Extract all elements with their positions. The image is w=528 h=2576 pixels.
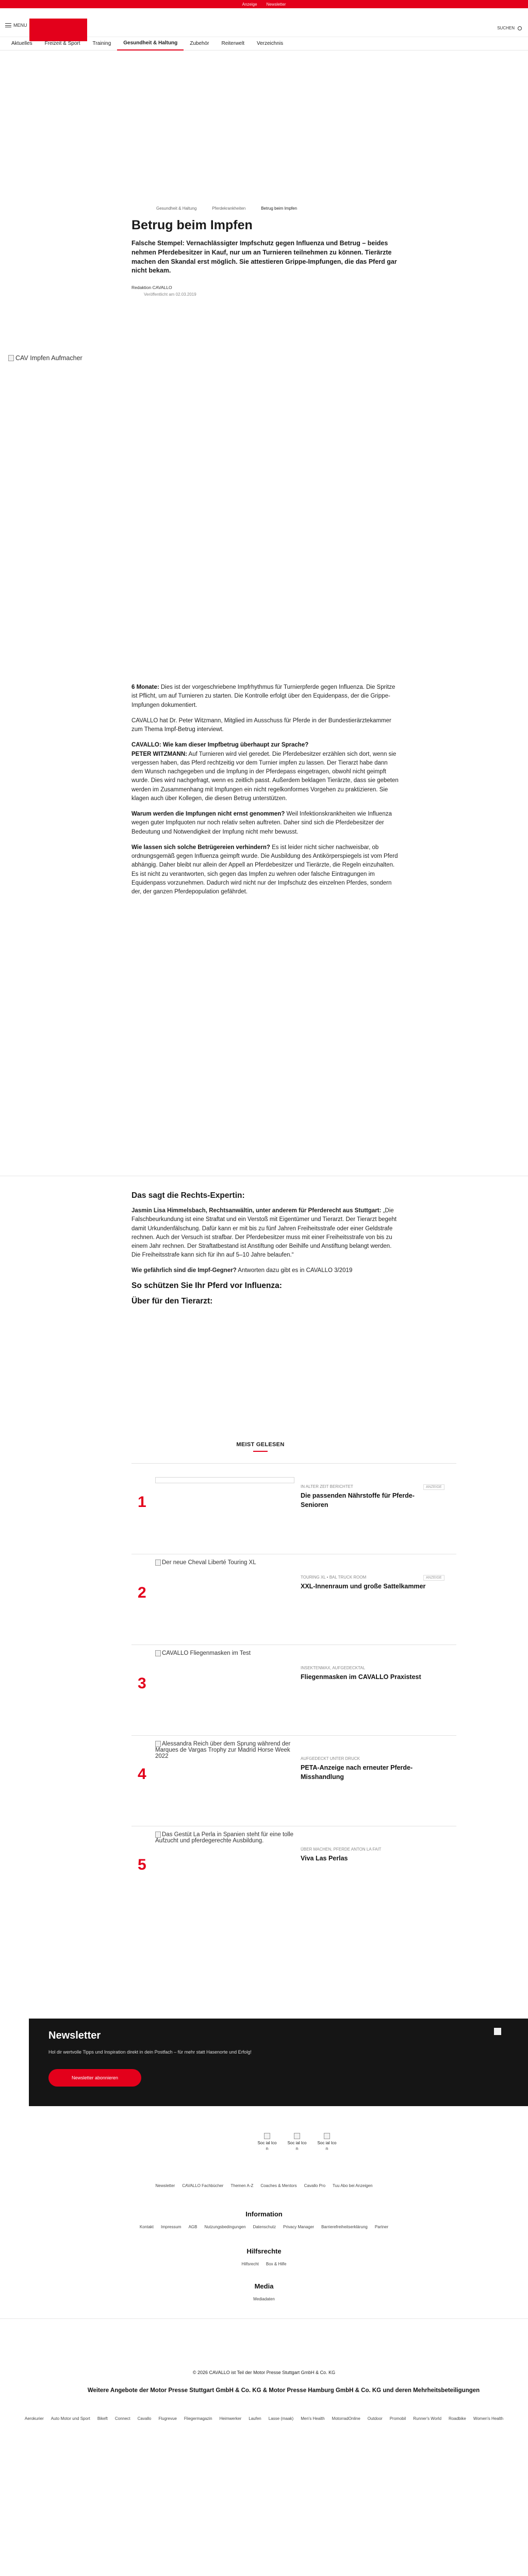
- brand-link[interactable]: Fliegermagazin: [184, 2416, 212, 2421]
- list-item[interactable]: [131, 1826, 456, 1917]
- paragraph: CAVALLO: Wie kam dieser Impfbetrug überhaupt zur Sprache? PETER WITZMANN: Auf Turnieren wird viel geredet. Die Pferdebesitzer erzählen sich dort, wenn sie vergessen haben, das Pferd rechtzeitig vor dem Turnier impfen zu lassen. Der Tierarzt habe dann dem Wunsch nachgegeben und die Impfung in der Pferdepass eingetragen, obwohl nicht geimpft wurde. Dies wird nachgefragt, wenn es zeitlich passt. Außerdem beklagen Tierärzte, dass sie gebeten werden im Zusammenhang mit Impfungen ein nicht regelkonformes Vorgehen zu praktizieren. Sie klagen auch über Kollegen, die diesen Betrug unterstützen.: [131, 742, 399, 802]
- brand-link[interactable]: Auto Motor und Sport: [51, 2416, 90, 2421]
- footer-link[interactable]: Barrierefreiheitserklärung: [321, 2225, 368, 2229]
- search-button[interactable]: [497, 26, 522, 30]
- breadcrumb-item[interactable]: Pferdekrankheiten: [212, 206, 246, 211]
- hamburger-icon: [5, 23, 11, 27]
- broken-image-icon: [155, 1560, 161, 1566]
- ad-badge: ANZEIGE: [423, 1484, 444, 1490]
- brand-link[interactable]: Bikeft: [97, 2416, 108, 2421]
- subheading: So schützen Sie Ihr Pferd vor Influenza:: [131, 1281, 282, 1290]
- teaser-headline[interactable]: Die passenden Nährstoffe für Pferde-Senioren: [301, 1492, 415, 1509]
- broken-image-icon: [155, 1741, 161, 1747]
- nav-item-training[interactable]: Training: [92, 41, 111, 46]
- newsletter-banner: [29, 2019, 528, 2106]
- site-header: [0, 8, 528, 37]
- footer-media-links: [0, 2297, 528, 2301]
- breadcrumb-item[interactable]: Gesundheit & Haltung: [156, 206, 197, 211]
- footer-link[interactable]: Datenschutz: [253, 2225, 276, 2229]
- rank-number: 4: [138, 1766, 146, 1783]
- rank-number: 5: [138, 1856, 146, 1873]
- search-icon: [518, 26, 522, 30]
- brand-link[interactable]: Flugrevue: [158, 2416, 177, 2421]
- footer-heading: Hilfsrechte: [246, 2247, 282, 2255]
- teaser-image[interactable]: CAVALLO Fliegenmasken im Test: [155, 1650, 294, 1727]
- footer-link[interactable]: CAVALLO Fachbücher: [182, 2183, 224, 2188]
- footer-link[interactable]: Kontakt: [139, 2225, 154, 2229]
- brand-link[interactable]: Laufen: [249, 2416, 261, 2421]
- menu-button[interactable]: [5, 23, 27, 28]
- brand-link[interactable]: Outdoor: [367, 2416, 383, 2421]
- broken-image-icon: [155, 1650, 161, 1656]
- most-read-title: MEIST GELESEN: [236, 1442, 285, 1448]
- top-strip-link[interactable]: Anzeige: [242, 2, 257, 7]
- footer-link[interactable]: Nutzungsbedingungen: [204, 2225, 246, 2229]
- social-icon[interactable]: Soc ial Ico n: [257, 2133, 277, 2151]
- teaser-image[interactable]: Der neue Cheval Liberté Touring XL: [155, 1560, 294, 1637]
- divider: [0, 2318, 528, 2319]
- footer-nav: [0, 2183, 528, 2188]
- legal-expert-section: [131, 1191, 400, 1312]
- footer-link[interactable]: Themen A-Z: [230, 2183, 254, 2188]
- copyright: © 2026 CAVALLO ist Teil der Motor Presse Stuttgart GmbH & Co. KG: [192, 2370, 336, 2375]
- rank-number: 2: [138, 1584, 146, 1601]
- teaser-kicker: IN ALTER ZEIT BERICHTET: [301, 1484, 353, 1489]
- brand-link[interactable]: Lasse (maak): [268, 2416, 294, 2421]
- nav-item-zubehoer[interactable]: Zubehör: [190, 41, 209, 46]
- footer-link[interactable]: Privacy Manager: [283, 2225, 315, 2229]
- top-strip: [0, 0, 528, 8]
- brand-link[interactable]: Runner's World: [413, 2416, 442, 2421]
- footer-link[interactable]: Coaches & Mentors: [260, 2183, 297, 2188]
- hero-image: [8, 354, 520, 674]
- hero-image-alt: CAV Impfen Aufmacher: [15, 354, 82, 362]
- social-icon[interactable]: Soc ial Ico n: [287, 2133, 307, 2151]
- brand-link[interactable]: Men's Health: [301, 2416, 325, 2421]
- broken-image-icon: [8, 355, 14, 361]
- footer-info-links: [0, 2225, 528, 2229]
- footer-heading: Media: [254, 2282, 274, 2290]
- teaser-kicker: TOURING XL • BAL TRUCK ROOM: [301, 1575, 367, 1580]
- paragraph: Jasmin Lisa Himmelsbach, Rechtsanwältin, unter anderem für Pferderecht aus Stuttgart: „Die Falschbeurkundung ist eine Straftat und ein Verstoß mit Eigentümer und Tierarzt. Der Tierarzt begeht damit Urkundenfälschung. Dafür kann er mit bis zu fünf Jahren Freiheitsstrafe oder einer Geldstrafe rechnen. Auch der Versuch ist strafbar. Der Pferdebesitzer muss mit einer Freiheitsstrafe von bis zu einem Jahr rechnen. Der Straftatbestand ist Anstiftung oder Beihilfe und Anstiftung belangt werden. Die Freiheitsstrafe kann sich für ihn auf 5–10 Jahre belaufen.“: [131, 1208, 397, 1259]
- social-links: [257, 2133, 337, 2151]
- brand-link[interactable]: Roadbike: [449, 2416, 466, 2421]
- footer-link[interactable]: Hilfsrecht: [241, 2262, 259, 2266]
- breadcrumb-current: Betrug beim Impfen: [261, 206, 298, 211]
- most-read-list: [131, 1442, 456, 1917]
- article-body: [131, 683, 400, 903]
- footer-link[interactable]: Mediadaten: [253, 2297, 275, 2301]
- top-strip-link[interactable]: Newsletter: [266, 2, 286, 7]
- article-lead: Falsche Stempel: Vernachlässigter Impfschutz gegen Influenza und Betrug – beides nehmen Pferdebesitzer in Kauf, nur um an Turnieren teilnehmen zu können. Tierärzte machen den Skandal erst möglich. Sie attestieren Grippe-Impfungen, die das Pferd gar nicht bekam.: [131, 240, 397, 275]
- teaser-image[interactable]: Alessandra Reich über dem Sprung während der Marques de Vargas Trophy zur Madrid Horse Week 2022: [155, 1741, 291, 1759]
- section-heading: Das sagt die Rechts-Expertin:: [131, 1191, 245, 1200]
- footer-help-links: [0, 2262, 528, 2266]
- paragraph: CAVALLO hat Dr. Peter Witzmann, Mitglied im Ausschuss für Pferde in der Bundestierärztekammer zum Thema Impf-Betrug interviewt.: [131, 717, 391, 733]
- footer-link[interactable]: Tuu Abo bei Anzeigen: [333, 2183, 373, 2188]
- search-label: SUCHEN: [497, 26, 515, 30]
- more-offers-heading: Weitere Angebote der Motor Presse Stuttgart GmbH & Co. KG & Motor Presse Hamburg GmbH & Co. KG und deren Mehrheitsbeteiligungen: [87, 2387, 480, 2394]
- brand-link[interactable]: Aerokurier: [24, 2416, 44, 2421]
- footer-link[interactable]: AGB: [188, 2225, 197, 2229]
- paragraph: Wie lassen sich solche Betrügereien verhindern? Es ist leider nicht sicher nachweisbar, ob ordnungsgemäß gegen Influenza geimpft wurde. Die Ausbildung des Antikörperspiegels ist vom Pferd abhängig. Daher bleibt nur allein der Appell an Pferdebesitzer und Tierärzte, die Regeln einzuhalten. Es ist nicht zu verantworten, sich gegen das Impfen zu wehren oder falsche Eintragungen im Equidenpass vorzunehmen. Dadurch wird nicht nur der Impfschutz des einzelnen Pferdes, sondern der, der ganzen Pferdepopulation gefährdet.: [131, 844, 398, 895]
- paragraph: 6 Monate: Dies ist der vorgeschriebene Impfrhythmus für Turnierpferde gegen Influenza. Die Spritze ist Pflicht, um auf Turnieren zu starten. Die Kontrolle erfolgt über den Equidenpass, der die Grippe-Impfungen dokumentiert.: [131, 684, 395, 708]
- close-icon[interactable]: [494, 2028, 501, 2035]
- teaser-headline[interactable]: XXL-Innenraum und große Sattelkammer: [301, 1583, 426, 1590]
- teaser-headline[interactable]: PETA-Anzeige nach erneuter Pferde-Misshandlung: [301, 1764, 413, 1781]
- teaser-image[interactable]: [155, 1477, 294, 1483]
- nav-item-aktuelles[interactable]: Aktuelles: [11, 41, 32, 46]
- footer-link[interactable]: Newsletter: [155, 2183, 175, 2188]
- teaser-kicker: ÜBER MACHEN, PFERDE ANTON LA FAIT: [301, 1847, 382, 1852]
- teaser-headline[interactable]: Fliegenmasken im CAVALLO Praxistest: [301, 1673, 421, 1681]
- list-item[interactable]: [131, 1463, 456, 1554]
- nav-item-gesundheit-haltung[interactable]: Gesundheit & Haltung: [117, 37, 184, 50]
- brand-link[interactable]: Promobil: [389, 2416, 406, 2421]
- footer-link[interactable]: Cavallo Pro: [304, 2183, 326, 2188]
- paragraph: Wie gefährlich sind die Impf-Gegner? Antworten dazu gibt es in CAVALLO 3/2019: [131, 1267, 353, 1274]
- rank-number: 1: [138, 1494, 146, 1511]
- nav-item-verzeichnis[interactable]: Verzeichnis: [256, 41, 284, 46]
- article-header: [131, 206, 400, 297]
- brand-link[interactable]: MotorradOnline: [332, 2416, 360, 2421]
- breadcrumb: [156, 206, 400, 211]
- broken-image-icon: [155, 1832, 161, 1838]
- teaser-kicker: AUFGEDECKT UNTER DRUCK: [301, 1756, 360, 1761]
- title-underline: [253, 1451, 268, 1452]
- footer-link[interactable]: Partner: [374, 2225, 389, 2229]
- ad-badge: ANZEIGE: [423, 1575, 444, 1581]
- article-date: Veröffentlicht am 02.03.2019: [144, 292, 196, 297]
- teaser-image[interactable]: Das Gestüt La Perla in Spanien steht für eine tolle Aufzucht und pferdegerechte Ausbildung.: [155, 1832, 294, 1844]
- brand-link[interactable]: Women's Health: [473, 2416, 504, 2421]
- footer-link[interactable]: Box & Hilfe: [266, 2262, 287, 2266]
- newsletter-text: Hol dir wertvolle Tipps und Inspiration direkt in dein Postfach – für mehr statt Hasenorte und Erfolg!: [48, 2049, 252, 2055]
- brand-link[interactable]: Heimwerker: [219, 2416, 242, 2421]
- social-icon[interactable]: Soc ial Ico n: [317, 2133, 337, 2151]
- main-nav: [0, 37, 528, 50]
- menu-label: MENU: [13, 23, 27, 28]
- paragraph: Warum werden die Impfungen nicht ernst genommen? Weil Infektionskrankheiten wie Influenza wegen guter Impfquoten nur noch relativ selten auftreten. Daher sind sich die Pferdebesitzer der Bedeutung und Notwendigkeit der Impfung nicht mehr bewusst.: [131, 811, 392, 835]
- footer-link[interactable]: Impressum: [161, 2225, 182, 2229]
- newsletter-subscribe-button[interactable]: Newsletter abonnieren: [48, 2069, 141, 2087]
- subheading: Über für den Tierarzt:: [131, 1296, 213, 1306]
- teaser-kicker: INSEKTENMAX, AUFGEDECKTAL: [301, 1666, 366, 1670]
- nav-item-freizeit-sport[interactable]: Freizeit & Sport: [44, 41, 80, 46]
- article-author[interactable]: Redaktion CAVALLO: [131, 285, 172, 290]
- list-item[interactable]: [131, 1645, 456, 1735]
- newsletter-title: Newsletter: [48, 2030, 101, 2041]
- page-title: Betrug beim Impfen: [131, 218, 253, 232]
- nav-item-reiterwelt[interactable]: Reiterwelt: [221, 41, 244, 46]
- teaser-headline[interactable]: Viva Las Perlas: [301, 1855, 348, 1862]
- list-item[interactable]: [131, 1735, 456, 1826]
- rank-number: 3: [138, 1675, 146, 1692]
- brand-link[interactable]: Cavallo: [137, 2416, 152, 2421]
- list-item[interactable]: [131, 1554, 456, 1645]
- brand-link[interactable]: Connect: [114, 2416, 130, 2421]
- footer-heading: Information: [245, 2210, 283, 2218]
- brand-links: [16, 2416, 512, 2421]
